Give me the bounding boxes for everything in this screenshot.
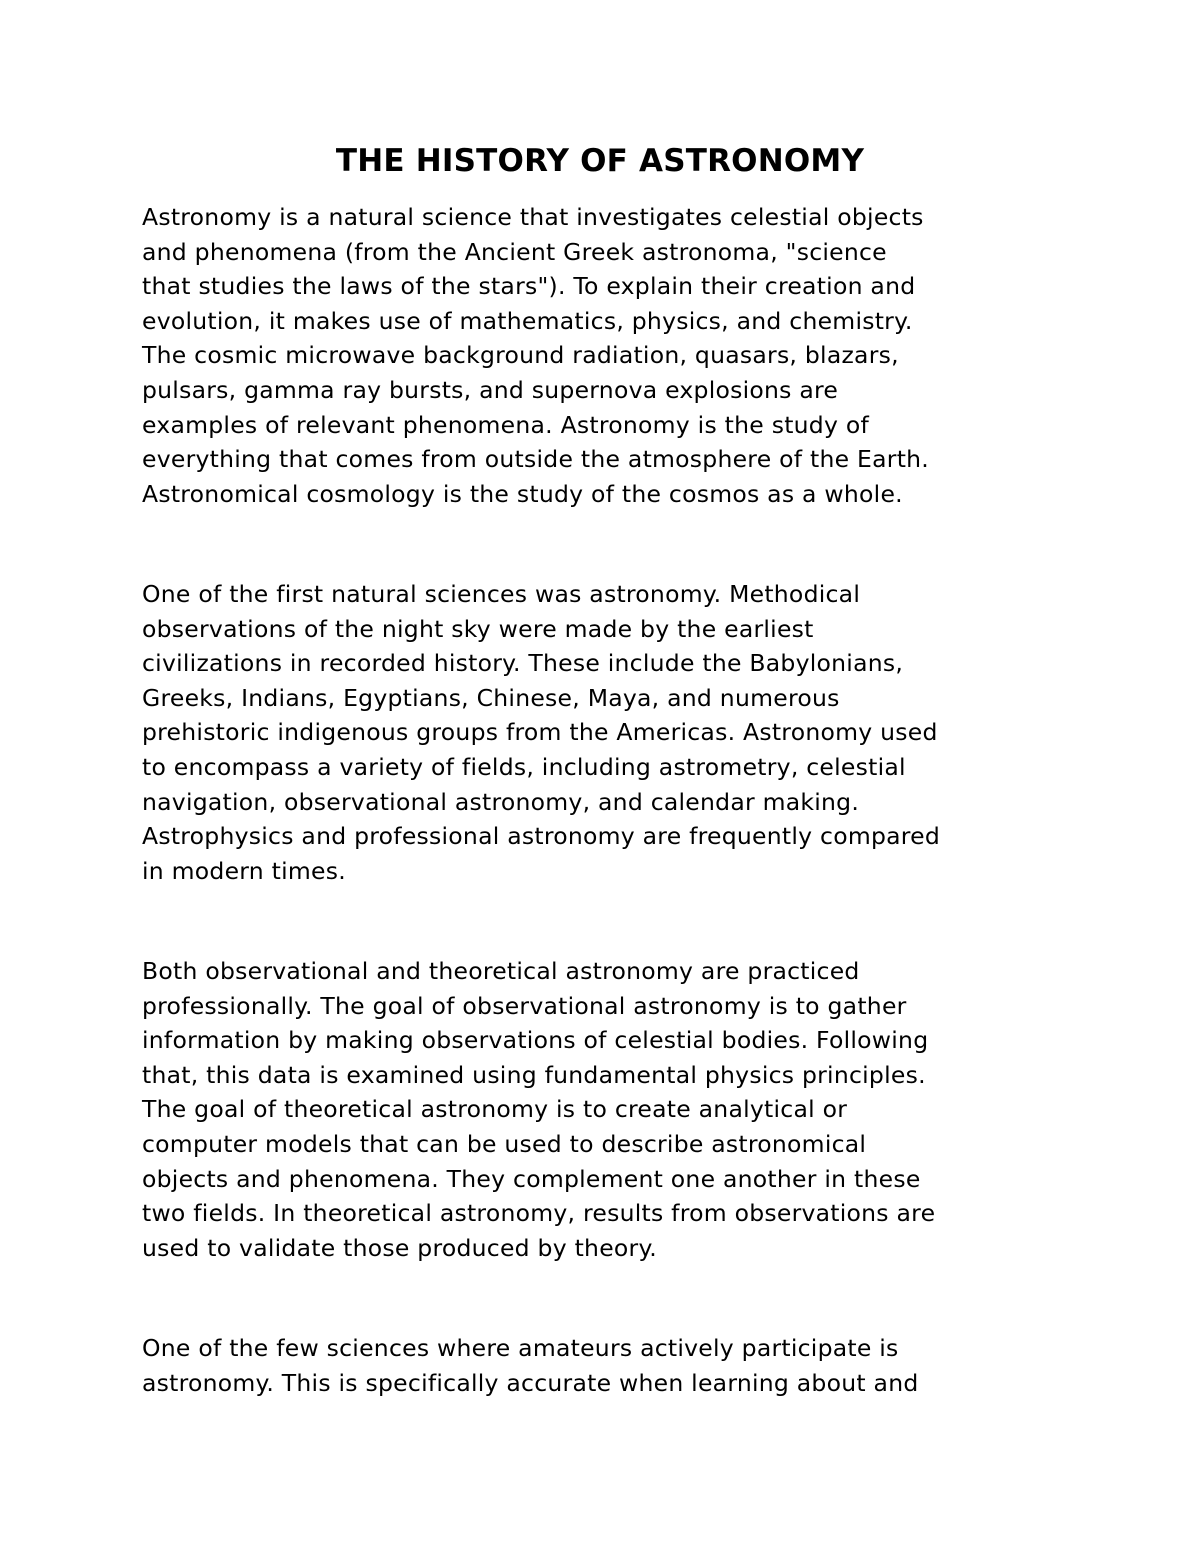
paragraph-line: prehistoric indigenous groups from the Americas. Astronomy used [142,718,938,747]
paragraph-line: The goal of theoretical astronomy is to create analytical or [142,1095,848,1124]
paragraph-line: that, this data is examined using fundamental physics principles. [142,1060,926,1089]
paragraph-line: two fields. In theoretical astronomy, results from observations are [142,1199,936,1228]
paragraph-3 [142,954,1072,1265]
paragraph-line: computer models that can be used to describe astronomical [142,1129,867,1158]
paragraph-1 [142,200,1072,511]
paragraph-2 [142,577,1072,888]
paragraph-line: in modern times. [142,856,346,885]
paragraph-line: Astronomy is a natural science that investigates celestial objects [142,203,924,231]
paragraph-line: Astronomical cosmology is the study of the cosmos as a whole. [142,479,903,508]
paragraph-line: One of the first natural sciences was astronomy. Methodical [142,580,861,608]
paragraph-line: objects and phenomena. They complement one another in these [142,1164,921,1193]
paragraph-4 [142,1331,1072,1400]
paragraph-line: everything that comes from outside the atmosphere of the Earth. [142,445,930,474]
paragraph-line: that studies the laws of the stars"). To explain their creation and [142,272,916,301]
paragraph-line: pulsars, gamma ray bursts, and supernova explosions are [142,375,839,404]
paragraph-line: evolution, it makes use of mathematics, physics, and chemistry. [142,306,913,335]
paragraph-line: observations of the night sky were made by the earliest [142,614,814,643]
paragraph-line: astronomy. This is specifically accurate when learning about and [142,1368,919,1397]
paragraph-line: Greeks, Indians, Egyptians, Chinese, Maya, and numerous [142,683,840,712]
paragraph-line: to encompass a variety of fields, including astrometry, celestial [142,752,906,781]
paragraph-line: examples of relevant phenomena. Astronomy is the study of [142,410,870,439]
paragraph-line: navigation, observational astronomy, and calendar making. [142,787,860,816]
paragraph-line: One of the few sciences where amateurs actively participate is [142,1334,899,1362]
paragraph-line: and phenomena (from the Ancient Greek astronoma, "science [142,237,887,266]
paragraph-line: professionally. The goal of observational astronomy is to gather [142,991,907,1020]
paragraph-line: used to validate those produced by theory. [142,1233,657,1262]
paragraph-line: Both observational and theoretical astronomy are practiced [142,957,860,985]
paragraph-line: information by making observations of celestial bodies. Following [142,1026,929,1055]
paragraph-line: Astrophysics and professional astronomy are frequently compared [142,822,941,851]
document-title: THE HISTORY OF ASTRONOMY [335,143,865,179]
paragraph-line: civilizations in recorded history. These include the Babylonians, [142,649,904,678]
paragraph-line: The cosmic microwave background radiation, quasars, blazars, [142,341,899,370]
